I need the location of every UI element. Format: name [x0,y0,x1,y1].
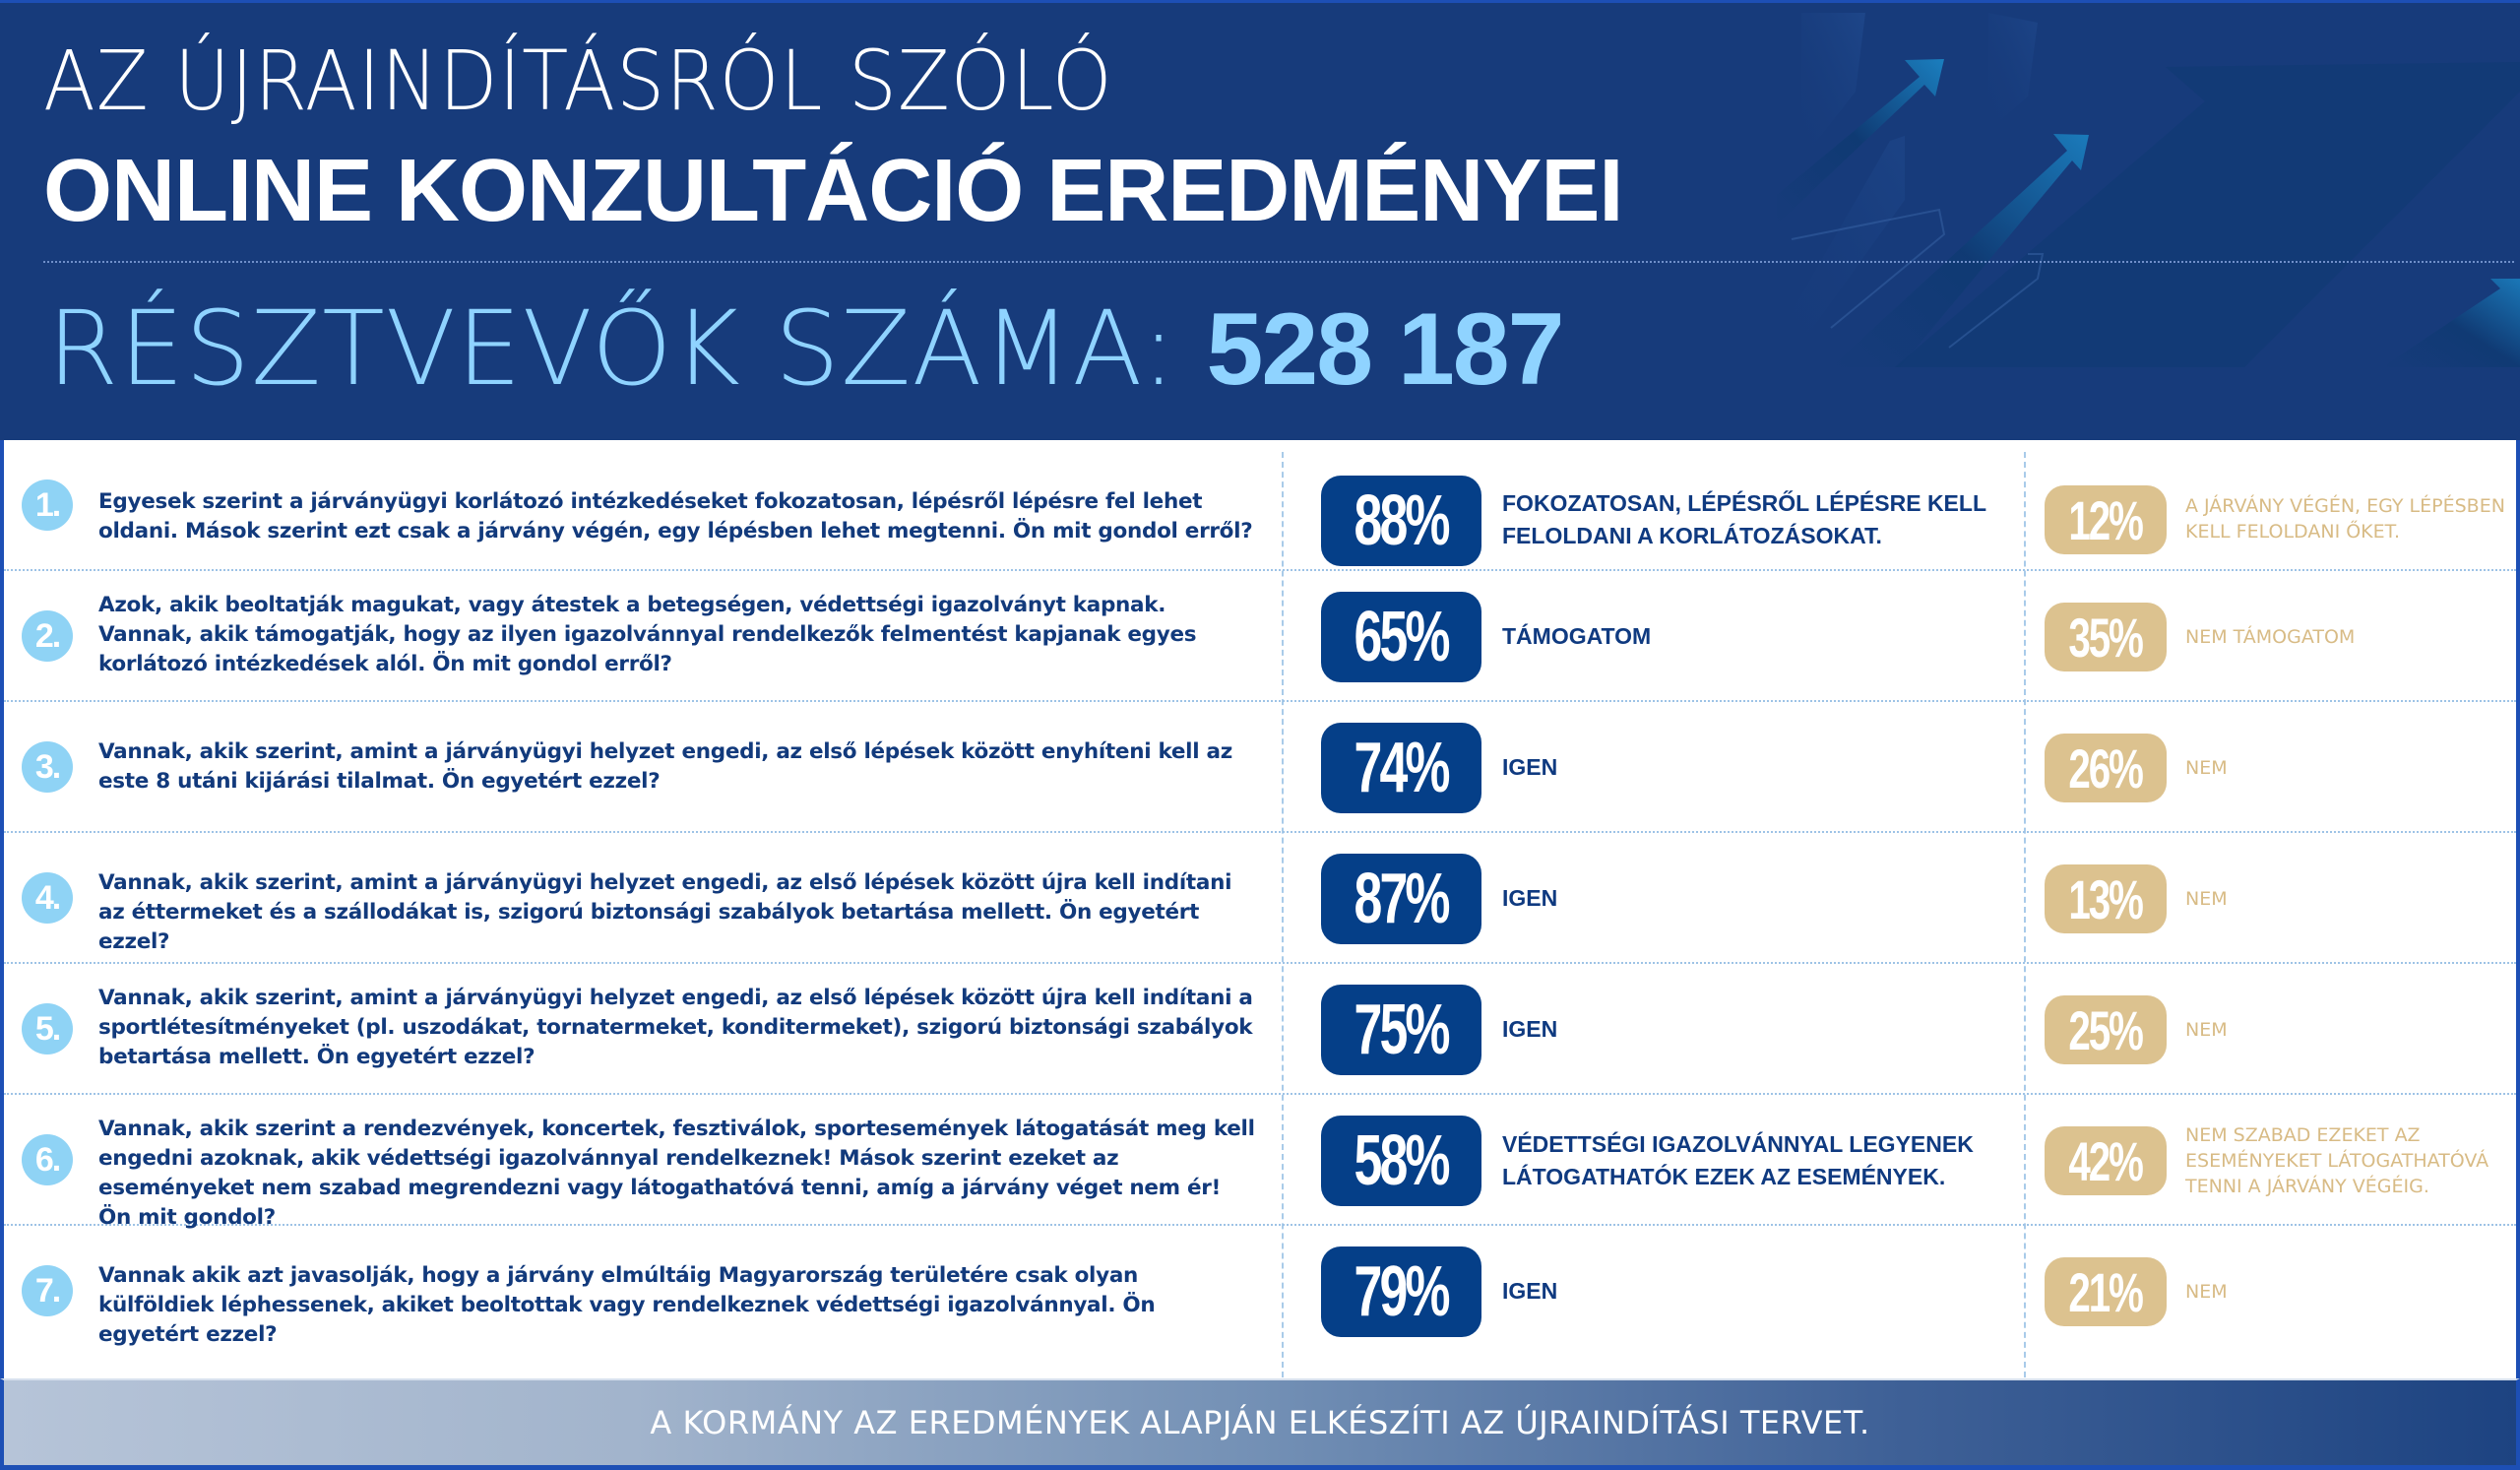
alt-percent-badge: 35% [2045,603,2167,671]
main-answer-label: IGEN [1502,1016,1558,1042]
title-line-2: ONLINE KONZULTÁCIÓ EREDMÉNYEI [43,142,1623,240]
main-percent-badge: 74% [1321,723,1481,813]
main-percent-badge: 65% [1321,592,1481,682]
question-text: Vannak, akik szerint a rendezvények, koncertek, fesztiválok, sportesemények látogatását meg kell engedni azoknak, akik védettségi igazolvánnyal rendelkeznek! Mások szerint ezeket az eseményeket nem szabad megrendezni vagy látogathatóvá tenni, amíg a járvány véget nem ér! Ön mit gondol? [98,1117,1255,1230]
question-number-badge: 3. [22,741,73,793]
question-number-badge: 6. [22,1134,73,1185]
participants-label: RÉSZTVEVŐK SZÁMA: [47,288,1177,409]
question-number-badge: 2. [22,610,73,662]
main-answer-label: TÁMOGATOM [1502,623,1652,649]
question-text: Vannak, akik szerint, amint a járványügyi helyzet engedi, az első lépések között újra kell indítani a sportlétesítményeket (pl. uszodákat, tornatermeket, konditermeket), szigorú biztonsági szabályok betartása mellett. Ön egyetért ezzel? [98,986,1253,1069]
alt-answer-label: NEM [2185,757,2228,779]
footer-text: A KORMÁNY AZ EREDMÉNYEK ALAPJÁN ELKÉSZÍTI AZ ÚJRAINDÍTÁSI TERVET. [650,1404,1870,1441]
main-percent-badge: 75% [1321,985,1481,1075]
alt-percent-badge: 26% [2045,734,2167,802]
question-row-1 [4,440,2516,571]
main-answer-label: IGEN [1502,885,1558,911]
alt-answer-label: NEM [2185,1281,2228,1303]
question-row-3 [4,702,2516,833]
question-text: Azok, akik beoltatják magukat, vagy átestek a betegségen, védettségi igazolványt kapnak. Vannak, akik támogatják, hogy az ilyen igazolvánnyal rendelkezők felmentést kapjanak egyes korlátozó intézkedések alól. Ön mit gondol erről? [98,593,1197,676]
question-number-badge: 1. [22,479,73,531]
footer-banner [0,1378,2520,1470]
main-percent-badge: 88% [1321,476,1481,566]
header-divider [43,261,2514,263]
question-row-6 [4,1095,2516,1230]
alt-percent-badge: 25% [2045,995,2167,1064]
alt-percent-badge: 12% [2045,485,2167,554]
main-percent-badge: 79% [1321,1246,1481,1337]
results-table [0,440,2520,1378]
main-percent-badge: 87% [1321,854,1481,944]
alt-answer-label: A JÁRVÁNY VÉGÉN, EGY LÉPÉSBEN KELL FELOLDANI ŐKET. [2185,495,2505,543]
main-percent-badge: 58% [1321,1116,1481,1206]
alt-answer-label: NEM [2185,888,2228,910]
participants-value: 528 187 [1206,292,1563,407]
alt-answer-label: NEM TÁMOGATOM [2185,626,2356,648]
main-answer-label: FOKOZATOSAN, LÉPÉSRŐL LÉPÉSRE KELL FELOLDANI A KORLÁTOZÁSOKAT. [1502,490,1986,548]
alt-percent-badge: 13% [2045,864,2167,933]
question-text: Vannak, akik szerint, amint a járványügyi helyzet engedi, az első lépések között újra kell indítani az éttermeket és a szállodákat is, szigorú biztonsági szabályok betartása mellett. Ön egyetért ezzel? [98,870,1232,954]
question-row-5 [4,964,2516,1095]
main-answer-label: IGEN [1502,754,1558,780]
question-row-2 [4,571,2516,702]
rising-arrows-icon [1654,3,2520,440]
question-text: Vannak, akik szerint, amint a járványügyi helyzet engedi, az első lépések között enyhíteni kell az este 8 utáni kijárási tilalmat. Ön egyetért ezzel? [98,739,1232,794]
alt-percent-badge: 42% [2045,1126,2167,1195]
question-row-4 [4,833,2516,964]
question-number-badge: 4. [22,872,73,924]
participants-count [47,288,1562,409]
main-answer-label: IGEN [1502,1278,1558,1304]
main-answer-label: VÉDETTSÉGI IGAZOLVÁNNYAL LEGYENEK LÁTOGATHATÓK EZEK AZ ESEMÉNYEK. [1502,1131,1974,1189]
question-number-badge: 7. [22,1265,73,1316]
title-line-1: AZ ÚJRAINDÍTÁSRÓL SZÓLÓ [43,32,1113,129]
alt-answer-label: NEM [2185,1019,2228,1041]
header-banner [0,0,2520,440]
question-number-badge: 5. [22,1003,73,1055]
question-text: Egyesek szerint a járványügyi korlátozó intézkedéseket fokozatosan, lépésről lépésre fel lehet oldani. Mások szerint ezt csak a járvány végén, egy lépésben lehet megtenni. Ön mit gondol erről? [98,489,1253,543]
question-text: Vannak akik azt javasolják, hogy a járvány elmúltáig Magyarország területére csak olyan külföldiek léphessenek, akiket beoltottak vagy rendelkeznek védettségi igazolvánnyal. Ön egyetért ezzel? [98,1263,1156,1347]
alt-percent-badge: 21% [2045,1257,2167,1326]
question-row-7 [4,1226,2516,1357]
alt-answer-label: NEM SZABAD EZEKET AZ ESEMÉNYEKET LÁTOGATHATÓVÁ TENNI A JÁRVÁNY VÉGÉIG. [2185,1124,2489,1197]
